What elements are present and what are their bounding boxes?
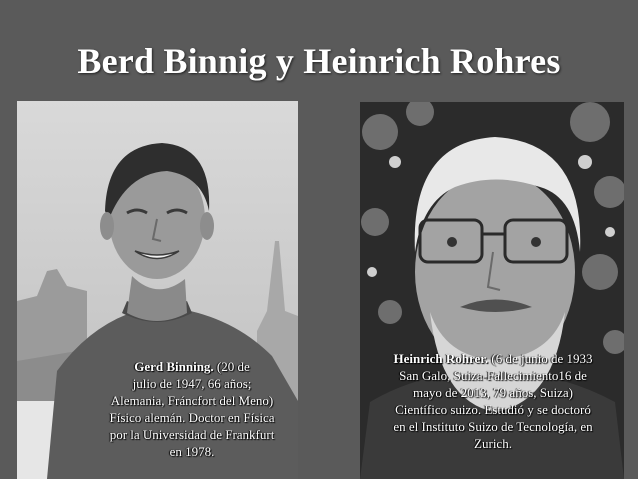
bio-line: julio de 1947, 66 años; xyxy=(132,376,252,391)
bio-line: por la Universidad de Frankfurt xyxy=(109,427,275,442)
bio-line: en el Instituto Suizo de Tecnología, en xyxy=(393,419,593,434)
bio-line: Alemania, Fráncfort del Meno) xyxy=(110,393,274,408)
slide-title: Berd Binnig y Heinrich Rohres xyxy=(77,41,561,81)
bio-line: Zurich. xyxy=(474,436,512,451)
name-gerd-binnig: Gerd Binning. xyxy=(134,359,214,374)
caption-heinrich-rohrer xyxy=(362,350,624,452)
bio-line: (6 de junio de 1933 xyxy=(488,351,593,366)
bio-line: (20 de xyxy=(213,359,250,374)
caption-gerd-binnig xyxy=(74,358,310,460)
bio-line: San Galo, Suiza-Fallecimiento16 de xyxy=(399,368,587,383)
bio-line: Científico suizo. Estudió y se doctoró xyxy=(395,402,591,417)
bio-line: Físico alemán. Doctor en Física xyxy=(109,410,275,425)
name-heinrich-rohrer: Heinrich Rohrer. xyxy=(393,351,489,366)
bio-line: en 1978. xyxy=(169,444,215,459)
bio-line: mayo de 2013, 79 años, Suiza) xyxy=(413,385,573,400)
